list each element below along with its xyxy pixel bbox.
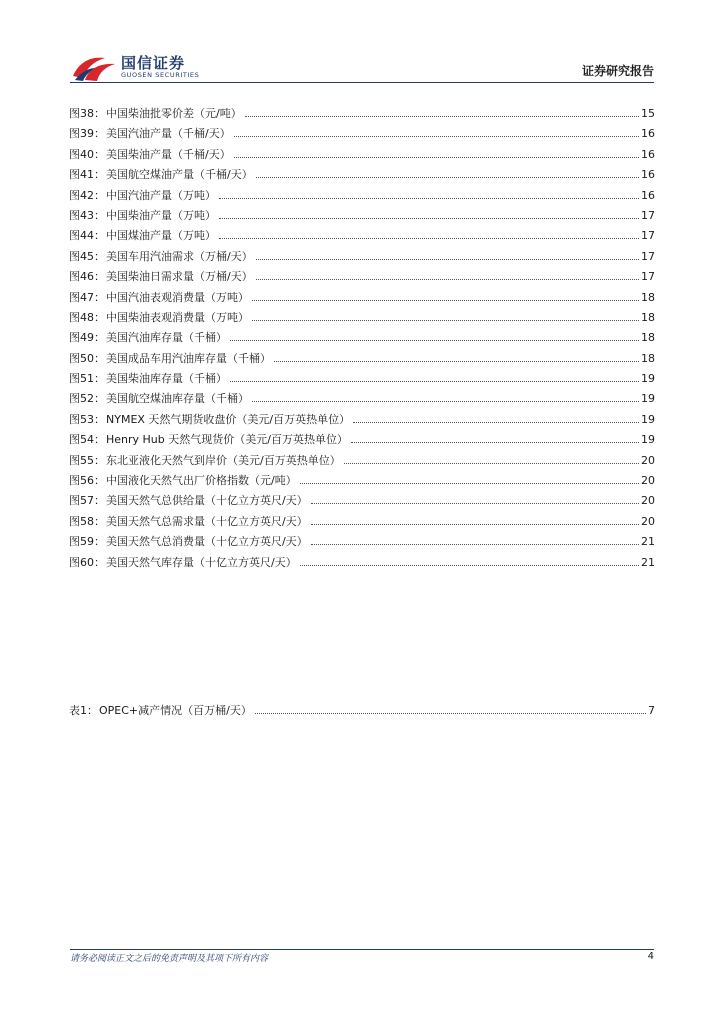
entry-page: 19	[641, 412, 655, 426]
entry-label: 图45：	[69, 249, 105, 263]
figure-index-entry[interactable]	[69, 451, 655, 471]
entry-page: 19	[641, 433, 655, 447]
figure-index-entry[interactable]	[69, 247, 655, 267]
entry-page: 20	[641, 514, 655, 528]
entry-title: Henry Hub 天然气现货价（美元/百万英热单位）	[106, 433, 348, 447]
entry-title: 美国天然气总需求量（十亿立方英尺/天）	[106, 514, 308, 528]
entry-label: 图49：	[69, 331, 105, 345]
entry-label: 图39：	[69, 127, 105, 141]
entry-page: 17	[641, 249, 655, 263]
entry-title: 美国航空煤油产量（千桶/天）	[106, 168, 253, 182]
figure-index-entry[interactable]	[69, 288, 655, 308]
dot-leader	[256, 279, 639, 280]
figure-index-entry[interactable]	[69, 491, 655, 511]
entry-title: 中国汽油表观消费量（万吨）	[106, 290, 249, 304]
entry-title: 中国柴油表观消费量（万吨）	[106, 310, 249, 324]
entry-page: 7	[648, 704, 655, 717]
entry-title: 中国汽油产量（万吨）	[106, 188, 216, 202]
entry-page: 16	[641, 168, 655, 182]
entry-label: 图46：	[69, 270, 105, 284]
entry-page: 18	[641, 331, 655, 345]
entry-title: 中国柴油产量（万吨）	[106, 208, 216, 222]
entry-title: 美国柴油库存量（千桶）	[106, 372, 227, 386]
entry-page: 16	[641, 147, 655, 161]
entry-title: 美国天然气总供给量（十亿立方英尺/天）	[106, 494, 308, 508]
report-type: 证券研究报告	[581, 64, 654, 78]
guosen-logo-icon	[71, 52, 117, 82]
figure-index-entry[interactable]	[69, 430, 655, 450]
entry-label: 图56：	[69, 474, 105, 488]
entry-page: 21	[641, 555, 655, 569]
entry-title: 美国天然气总消费量（十亿立方英尺/天）	[106, 535, 308, 549]
entry-page: 17	[641, 208, 655, 222]
figure-index-entry[interactable]	[69, 145, 655, 165]
entry-page: 20	[641, 453, 655, 467]
dot-leader	[252, 401, 639, 402]
dot-leader	[256, 177, 639, 178]
figure-index-entry[interactable]	[69, 349, 655, 369]
figure-index-entry[interactable]	[69, 226, 655, 246]
entry-page: 18	[641, 351, 655, 365]
figure-index-entry[interactable]	[69, 186, 655, 206]
entry-label: 图59：	[69, 535, 105, 549]
entry-label: 图44：	[69, 229, 105, 243]
entry-title: 中国煤油产量（万吨）	[106, 229, 216, 243]
entry-label: 表1：	[69, 704, 98, 717]
dot-leader	[245, 116, 639, 117]
entry-label: 图40：	[69, 147, 105, 161]
table-index-entry[interactable]	[69, 701, 655, 721]
dot-leader	[311, 503, 639, 504]
dot-leader	[274, 361, 639, 362]
entry-page: 18	[641, 290, 655, 304]
entry-title: 中国柴油批零价差（元/吨）	[106, 107, 242, 120]
entry-page: 17	[641, 229, 655, 243]
entry-label: 图57：	[69, 494, 105, 508]
entry-title: 美国柴油产量（千桶/天）	[106, 147, 231, 161]
entry-label: 图60：	[69, 555, 105, 569]
entry-title: 美国汽油库存量（千桶）	[106, 331, 227, 345]
header-divider	[70, 82, 654, 83]
table-index-list	[69, 701, 655, 721]
logo-english-name: GUOSEN SECURITIES	[121, 71, 200, 79]
dot-leader	[255, 713, 646, 714]
figure-index-entry[interactable]	[69, 532, 655, 552]
entry-page: 16	[641, 188, 655, 202]
dot-leader	[230, 381, 639, 382]
entry-title: OPEC+减产情况（百万桶/天）	[99, 704, 252, 717]
figure-index-entry[interactable]	[69, 410, 655, 430]
figure-index-entry[interactable]	[69, 165, 655, 185]
figure-index-list	[69, 104, 655, 573]
figure-index-entry[interactable]	[69, 471, 655, 491]
entry-label: 图58：	[69, 514, 105, 528]
entry-title: 东北亚液化天然气到岸价（美元/百万英热单位）	[106, 453, 341, 467]
dot-leader	[252, 320, 639, 321]
entry-label: 图47：	[69, 290, 105, 304]
dot-leader	[219, 218, 639, 219]
figure-index-entry[interactable]	[69, 389, 655, 409]
entry-title: 美国汽油产量（千桶/天）	[106, 127, 231, 141]
entry-label: 图55：	[69, 453, 105, 467]
dot-leader	[300, 565, 639, 566]
entry-page: 21	[641, 535, 655, 549]
entry-page: 20	[641, 494, 655, 508]
page-number: 4	[647, 951, 654, 962]
dot-leader	[230, 340, 639, 341]
figure-index-entry[interactable]	[69, 512, 655, 532]
dot-leader	[351, 442, 639, 443]
dot-leader	[234, 157, 639, 158]
figure-index-entry[interactable]	[69, 267, 655, 287]
entry-title: 美国柴油日需求量（万桶/天）	[106, 270, 253, 284]
entry-page: 17	[641, 270, 655, 284]
entry-page: 20	[641, 474, 655, 488]
figure-index-entry[interactable]	[69, 124, 655, 144]
dot-leader	[311, 544, 639, 545]
guosen-logo	[71, 52, 201, 82]
entry-label: 图51：	[69, 372, 105, 386]
disclaimer-note: 请务必阅读正文之后的免责声明及其项下所有内容	[70, 954, 269, 964]
entry-title: 美国航空煤油库存量（千桶）	[106, 392, 249, 406]
entry-page: 16	[641, 127, 655, 141]
entry-page: 19	[641, 372, 655, 386]
entry-label: 图52：	[69, 392, 105, 406]
dot-leader	[219, 198, 639, 199]
entry-title: 美国天然气库存量（十亿立方英尺/天）	[106, 555, 297, 569]
entry-title: 美国车用汽油需求（万桶/天）	[106, 249, 253, 263]
entry-label: 图54：	[69, 433, 105, 447]
entry-label: 图42：	[69, 188, 105, 202]
figure-index-entry[interactable]	[69, 104, 655, 124]
dot-leader	[256, 259, 639, 260]
dot-leader	[300, 483, 639, 484]
dot-leader	[234, 136, 639, 137]
figure-index-entry[interactable]	[69, 308, 655, 328]
figure-index-entry[interactable]	[69, 206, 655, 226]
dot-leader	[311, 524, 639, 525]
entry-title: NYMEX 天然气期货收盘价（美元/百万英热单位）	[106, 412, 351, 426]
figure-index-entry[interactable]	[69, 328, 655, 348]
entry-label: 图43：	[69, 208, 105, 222]
dot-leader	[353, 422, 639, 423]
entry-title: 美国成品车用汽油库存量（千桶）	[106, 351, 271, 365]
figure-index-entry[interactable]	[69, 553, 655, 573]
dot-leader	[219, 238, 639, 239]
dot-leader	[344, 463, 639, 464]
entry-label: 图53：	[69, 412, 105, 426]
entry-label: 图38：	[69, 107, 105, 120]
entry-label: 图48：	[69, 310, 105, 324]
entry-label: 图50：	[69, 351, 105, 365]
footer-divider	[70, 949, 654, 950]
entry-title: 中国液化天然气出厂价格指数（元/吨）	[106, 474, 297, 488]
entry-label: 图41：	[69, 168, 105, 182]
figure-index-entry[interactable]	[69, 369, 655, 389]
entry-page: 15	[641, 107, 655, 120]
dot-leader	[252, 300, 639, 301]
entry-page: 18	[641, 310, 655, 324]
logo-chinese-name: 国信证券	[121, 54, 186, 72]
entry-page: 19	[641, 392, 655, 406]
